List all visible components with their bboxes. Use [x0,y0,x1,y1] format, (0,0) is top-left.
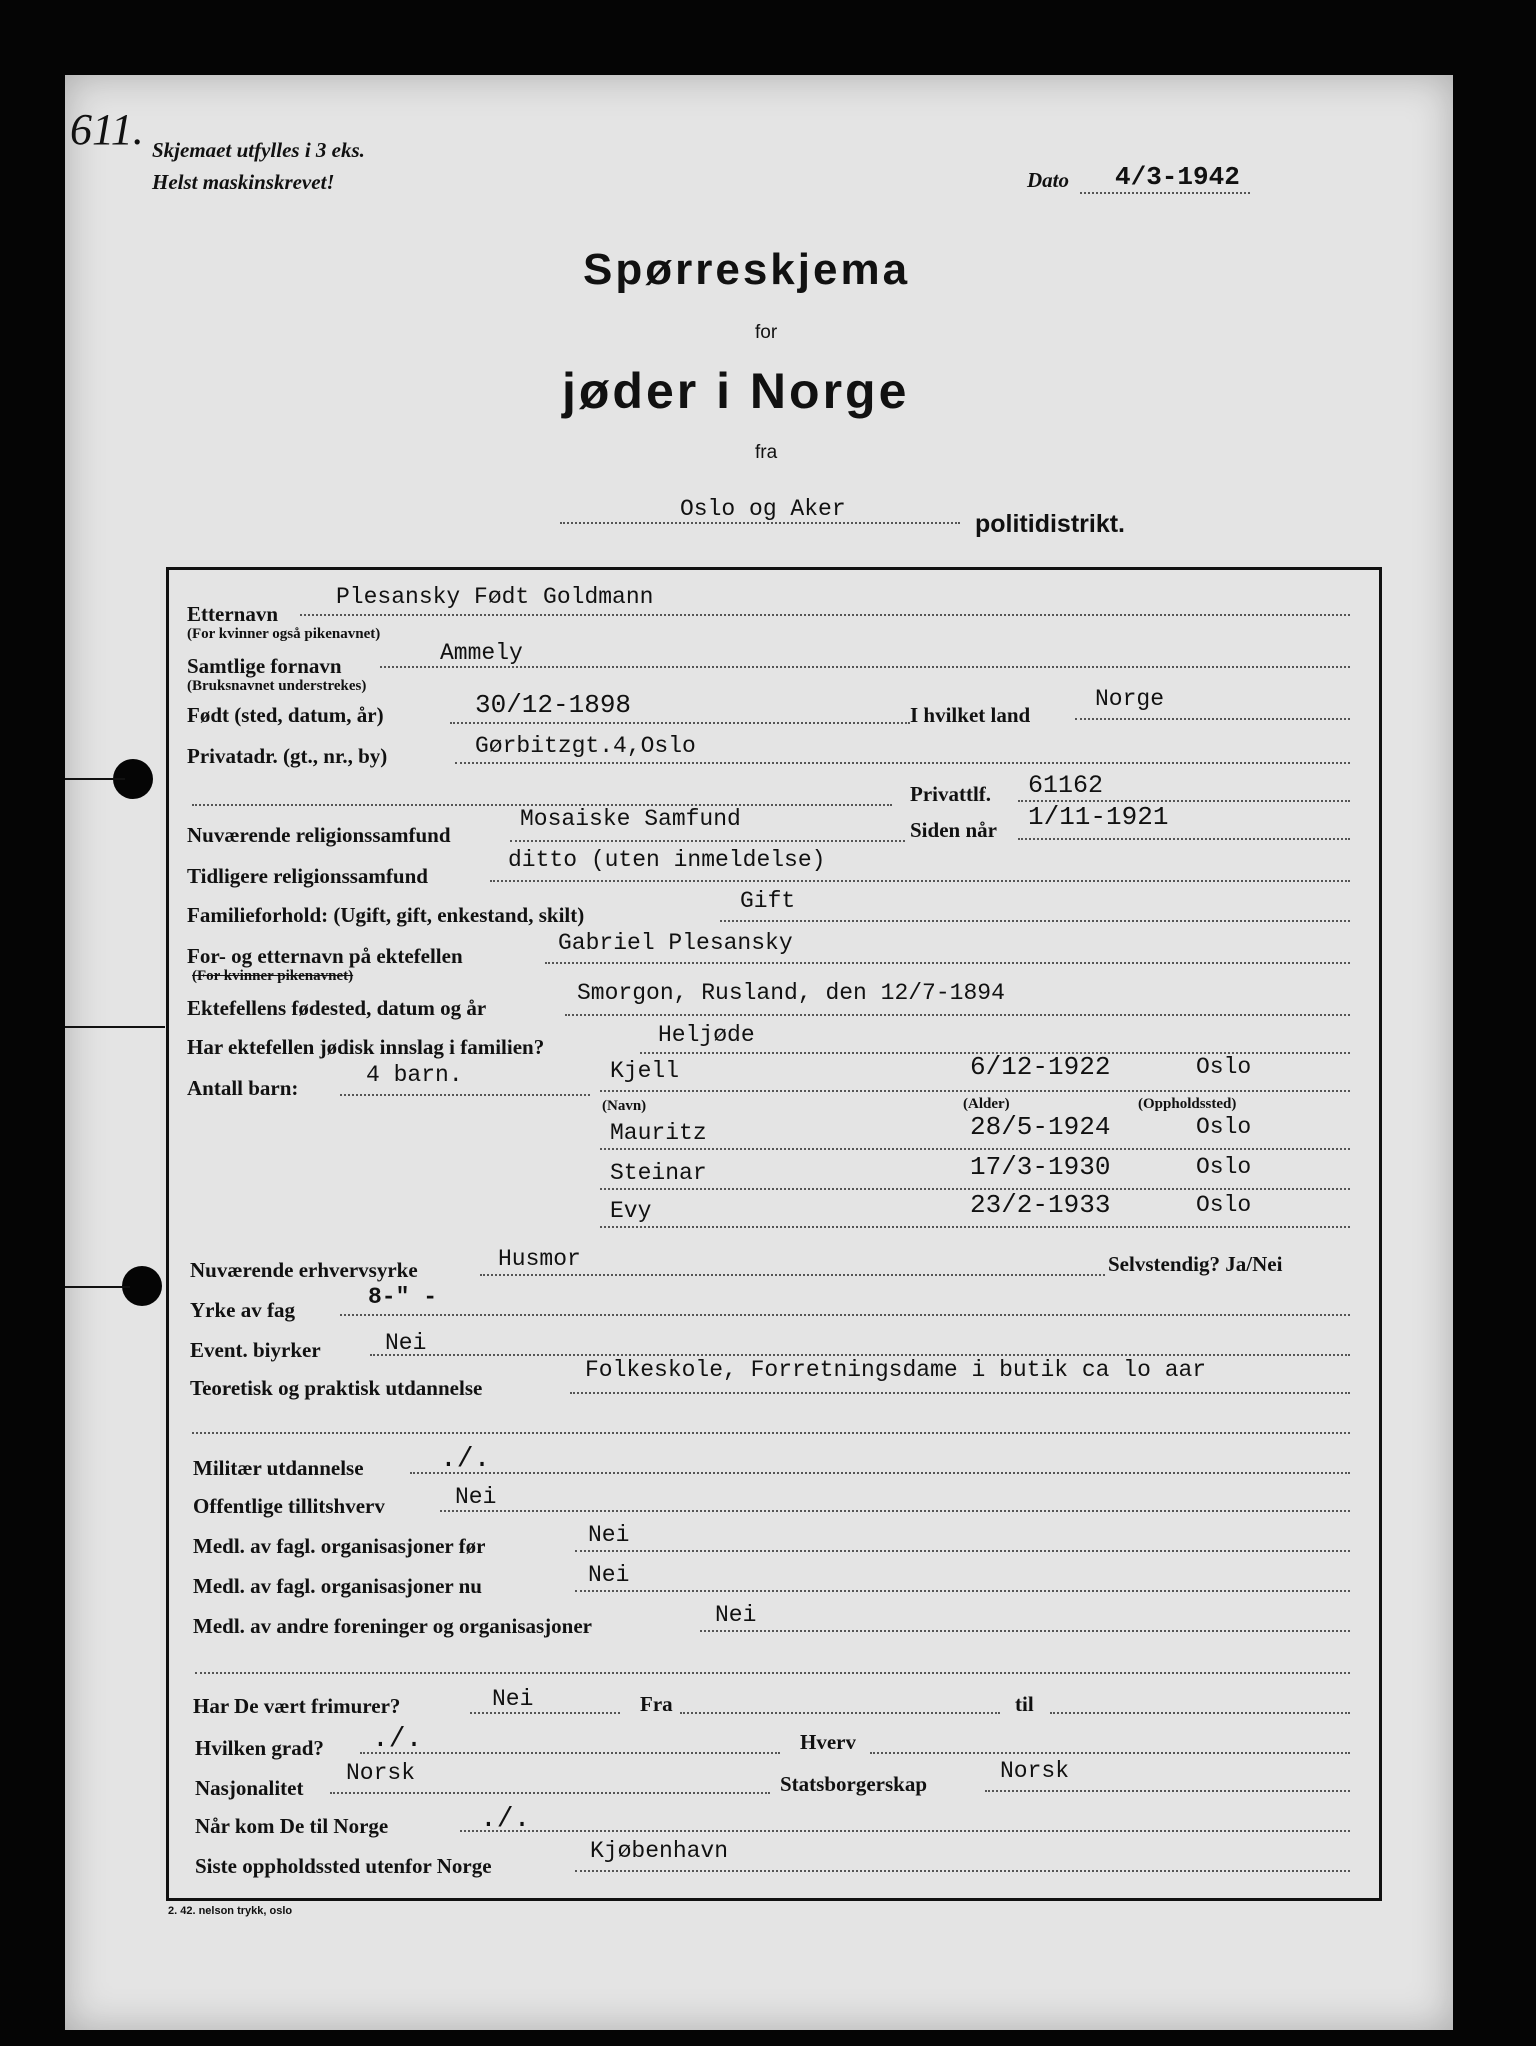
date-value: 4/3-1942 [1115,162,1240,192]
field-line [340,1314,1350,1316]
field-line [360,1752,780,1754]
field-line [490,880,1350,882]
previous-religion-value: ditto (uten inmeldelse) [508,847,826,873]
instruction-typewritten: Helst maskinskrevet! [152,170,335,194]
other-associations-label: Medl. av andre foreninger og organisasjoner [193,1614,592,1638]
union-now-value: Nei [588,1562,630,1588]
given-names-label: Samtlige fornavn [187,654,342,678]
field-line [600,1090,1350,1092]
column-residence-header: (Oppholdssted) [1138,1096,1237,1112]
form-subtitle: jøder i Norge [562,363,910,419]
given-names-value: Ammely [440,640,523,666]
child-name: Kjell [610,1058,680,1084]
field-line [195,1672,1350,1674]
surname-note: (For kvinner også pikenavnet) [187,626,381,642]
field-line [985,1790,1350,1792]
police-district-label: politidistrikt. [975,510,1125,538]
field-line [600,1226,1350,1228]
instruction-copies: Skjemaet utfylles i 3 eks. [152,138,365,162]
handwritten-file-number: 611. [70,105,144,154]
field-line [380,666,1350,668]
title-for: for [755,322,778,343]
field-line [450,722,910,724]
since-label: Siden når [910,818,997,842]
religion-value: Mosaiske Samfund [520,806,741,832]
occupation-label: Nuværende erhvervsyrke [190,1258,418,1282]
child-name: Evy [610,1198,652,1224]
address-label: Privatadr. (gt., nr., by) [187,744,388,768]
field-line [455,762,1350,764]
occupation-value: Husmor [498,1246,581,1272]
military-value: ./. [440,1444,491,1475]
position-label: Hverv [800,1730,856,1754]
education-label: Teoretisk og praktisk utdannelse [190,1376,483,1400]
child-residence: Oslo [1196,1154,1252,1180]
country-value: Norge [1095,686,1165,712]
field-line [575,1550,1350,1552]
child-birthdate: 23/2-1933 [970,1190,1111,1220]
field-line [1050,1712,1350,1714]
spouse-name-value: Gabriel Plesansky [558,930,793,956]
spouse-jewish-value: Heljøde [658,1022,755,1048]
freemason-value: Nei [492,1686,534,1712]
phone-label: Privattlf. [910,782,992,806]
last-residence-label: Siste oppholdssted utenfor Norge [195,1854,492,1878]
date-label: Dato [1027,168,1069,192]
self-employed-label: Selvstendig? Ja/Nei [1108,1252,1283,1276]
field-line [700,1630,1350,1632]
religion-label: Nuværende religionssamfund [187,823,451,847]
column-name-header: (Navn) [602,1098,647,1114]
field-line [192,1432,1350,1434]
field-line [460,1830,1350,1832]
child-birthdate: 17/3-1930 [970,1152,1111,1182]
phone-value: 61162 [1028,771,1104,800]
spouse-jewish-label: Har ektefellen jødisk innslag i familien? [187,1035,545,1059]
freemason-label: Har De vært frimurer? [193,1694,401,1718]
field-line [575,1870,1350,1872]
surname-value: Plesansky Født Goldmann [336,584,654,610]
fold-mark [65,778,125,780]
field-line [545,962,1350,964]
field-line [1075,718,1350,720]
trade-label: Yrke av fag [190,1298,295,1322]
union-before-value: Nei [588,1522,630,1548]
fold-mark [65,1026,165,1028]
field-line [410,1472,1350,1474]
field-line [470,1712,620,1714]
arrival-norway-label: Når kom De til Norge [195,1814,389,1838]
public-office-label: Offentlige tillitshverv [193,1494,385,1518]
spouse-name-note: (For kvinner pikenavnet) [192,968,354,984]
field-line [510,840,905,842]
children-count-value: 4 barn. [366,1062,463,1088]
child-residence: Oslo [1196,1054,1252,1080]
child-name: Mauritz [610,1120,707,1146]
field-line [440,1510,1350,1512]
spouse-name-label: For- og etternavn på ektefellen [187,944,463,968]
children-count-label: Antall barn: [187,1076,299,1100]
address-value: Gørbitzgt.4,Oslo [475,733,696,759]
field-line [300,614,1350,616]
child-birthdate: 28/5-1924 [970,1112,1111,1142]
previous-religion-label: Tidligere religionssamfund [187,864,428,888]
field-line [600,1148,1350,1150]
title-fra: fra [755,442,778,463]
district-line [560,522,960,524]
field-line [1018,838,1350,840]
marital-status-value: Gift [740,888,796,914]
column-age-header: (Alder) [963,1096,1010,1112]
field-line [570,1392,1350,1394]
printer-imprint: 2. 42. nelson trykk, oslo [168,1905,293,1917]
nationality-label: Nasjonalitet [195,1776,304,1800]
arrival-norway-value: ./. [480,1804,531,1835]
freemason-to-label: til [1015,1692,1034,1716]
field-line [720,920,1350,922]
citizenship-value: Norsk [1000,1758,1070,1784]
country-label: I hvilket land [910,703,1031,727]
side-jobs-value: Nei [385,1330,427,1356]
last-residence-value: Kjøbenhavn [590,1838,729,1864]
date-line [1080,192,1250,194]
form-title: Spørreskjema [583,245,911,294]
field-line [480,1274,1105,1276]
since-value: 1/11-1921 [1028,802,1169,832]
field-line [575,1590,1350,1592]
field-line [565,1014,1350,1016]
citizenship-label: Statsborgerskap [780,1772,928,1796]
military-label: Militær utdannelse [193,1456,364,1480]
spouse-birth-label: Ektefellens fødested, datum og år [187,996,487,1020]
other-associations-value: Nei [715,1602,757,1628]
field-line [370,1354,1350,1356]
field-line [680,1712,1000,1714]
degree-value: ./. [372,1724,423,1755]
fold-mark [65,1286,130,1288]
child-birthdate: 6/12-1922 [970,1052,1111,1082]
education-value: Folkeskole, Forretningsdame i butik ca lo aar [585,1357,1207,1383]
child-residence: Oslo [1196,1114,1252,1140]
field-line [330,1792,770,1794]
public-office-value: Nei [455,1484,497,1510]
born-value: 30/12-1898 [475,690,632,720]
side-jobs-label: Event. biyrker [190,1338,321,1362]
freemason-from-label: Fra [640,1692,673,1716]
union-now-label: Medl. av fagl. organisasjoner nu [193,1574,482,1598]
child-name: Steinar [610,1160,707,1186]
surname-label: Etternavn [187,602,278,626]
marital-status-label: Familieforhold: (Ugift, gift, enkestand, skilt) [187,903,585,927]
union-before-label: Medl. av fagl. organisasjoner før [193,1534,486,1558]
police-district-value: Oslo og Aker [680,496,846,522]
nationality-value: Norsk [346,1760,416,1786]
field-line [870,1752,1350,1754]
trade-value: 8-" - [368,1284,438,1310]
spouse-birth-value: Smorgon, Rusland, den 12/7-1894 [577,980,1005,1006]
born-label: Født (sted, datum, år) [187,703,384,727]
degree-label: Hvilken grad? [195,1736,324,1760]
child-residence: Oslo [1196,1192,1252,1218]
field-line [340,1094,590,1096]
given-names-note: (Bruksnavnet understrekes) [187,678,367,694]
